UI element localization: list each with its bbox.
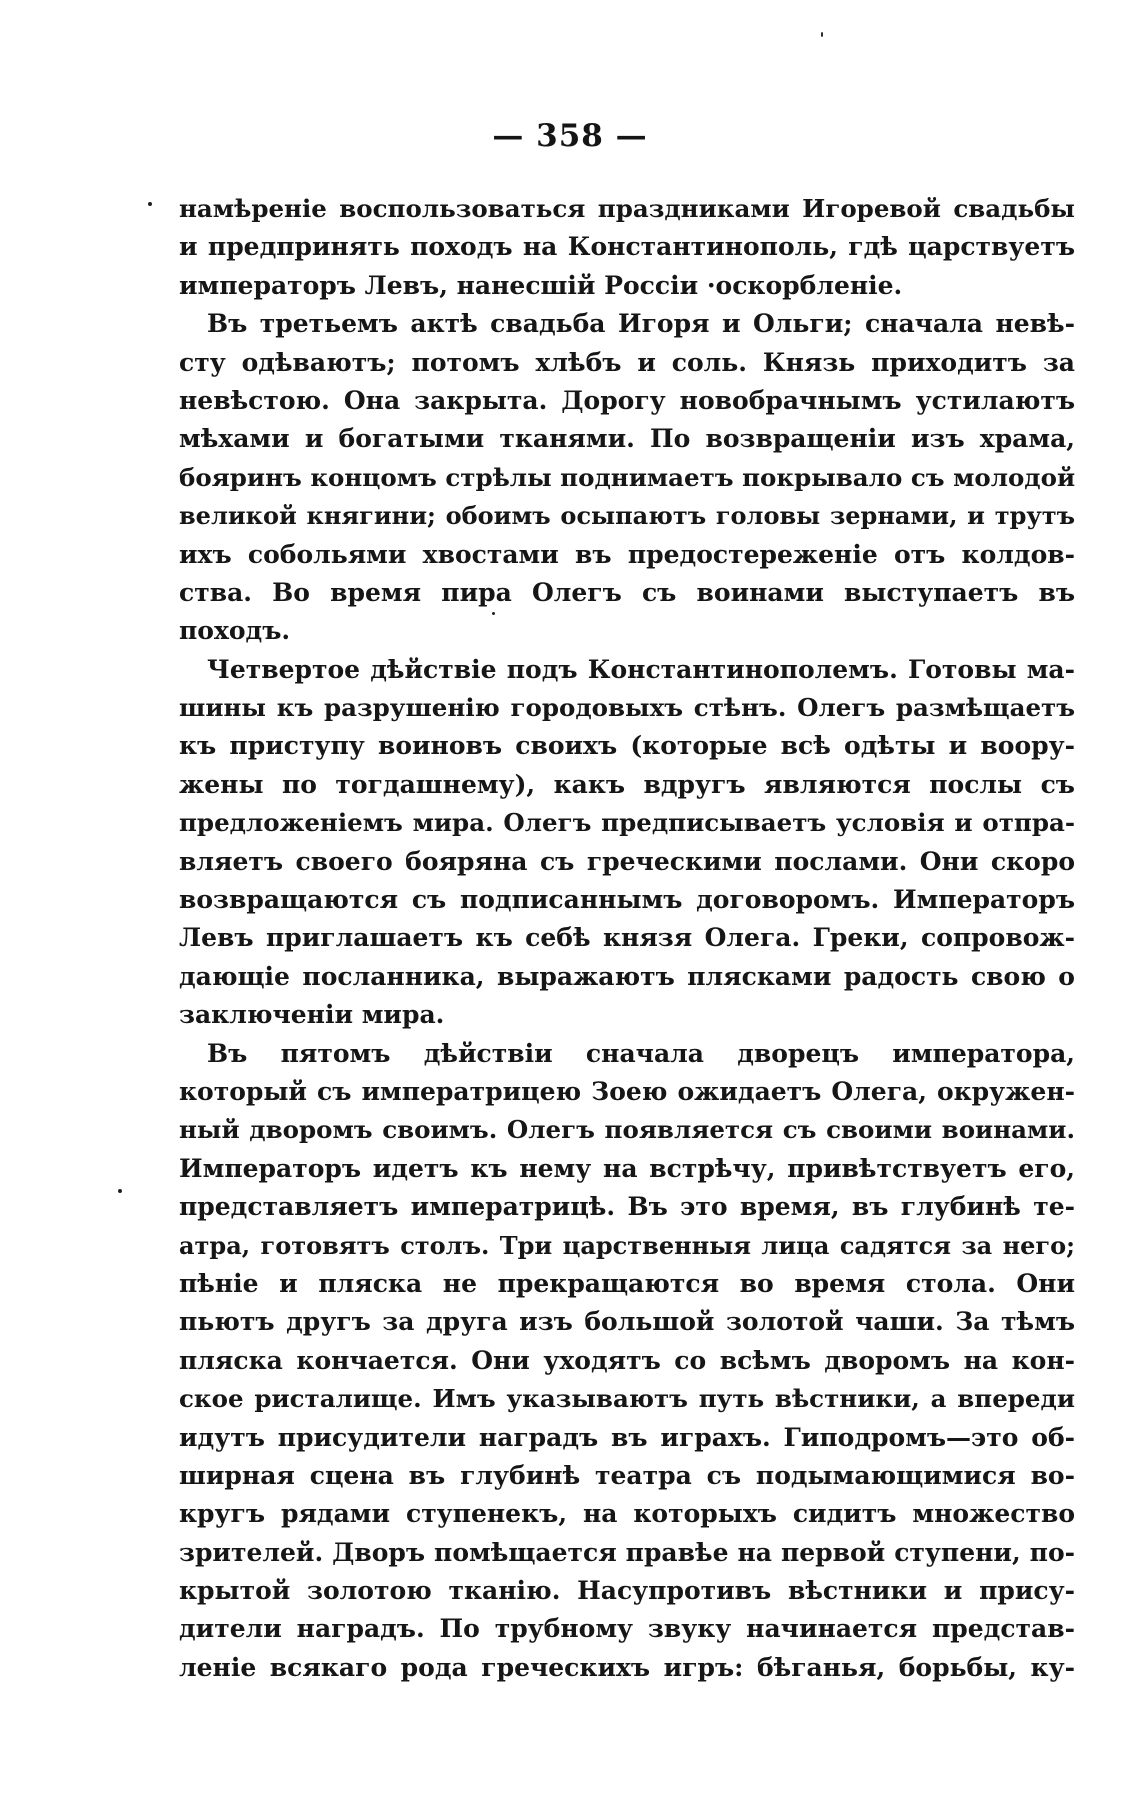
text-line: Въ третьемъ актѣ свадьба Игоря и Ольги; сначала невѣ- — [207, 309, 1075, 339]
paragraph-1 — [179, 190, 1075, 305]
text-line: вляетъ своего бояряна съ греческими послами. Они скоро — [179, 846, 1075, 876]
text-line: представляетъ императрицѣ. Въ это время, въ глубинѣ те- — [179, 1192, 1075, 1222]
text-line: кругъ рядами ступенекъ, на которыхъ сидитъ множество — [179, 1499, 1075, 1529]
text-line: походъ. — [179, 616, 291, 646]
text-line: Левъ приглашаетъ къ себѣ князя Олега. Греки, сопровож- — [179, 923, 1075, 953]
text-line: который съ императрицею Зоею ожидаетъ Олега, окружен- — [179, 1076, 1075, 1106]
text-line: шины къ разрушенію городовыхъ стѣнъ. Олегъ размѣщаетъ — [179, 693, 1075, 723]
text-line: великой княгини; обоимъ осыпаютъ головы зернами, и трутъ — [179, 501, 1075, 531]
text-line: императоръ Левъ, нанесшій Россіи ·оскорбленіе. — [179, 270, 903, 300]
text-line: пьютъ другъ за друга изъ большой золотой чаши. За тѣмъ — [179, 1307, 1075, 1337]
text-line: ный дворомъ своимъ. Олегъ появляется съ своими воинами. — [179, 1115, 1075, 1145]
text-line: ихъ собольями хвостами въ предостереженіе отъ колдов- — [179, 539, 1075, 569]
text-line: зрителей. Дворъ помѣщается правѣе на первой ступени, по- — [179, 1537, 1075, 1567]
print-speck — [821, 32, 823, 37]
text-line: леніе всякаго рода греческихъ игръ: бѣганья, борьбы, ку- — [179, 1652, 1075, 1682]
body-text — [179, 190, 1075, 1687]
text-line: крытой золотою тканію. Насупротивъ вѣстники и прису- — [179, 1576, 1075, 1606]
text-line: Императоръ идетъ къ нему на встрѣчу, привѣтствуетъ его, — [179, 1153, 1075, 1183]
paragraph-2 — [179, 305, 1075, 651]
text-line: невѣстою. Она закрыта. Дорогу новобрачнымъ устилаютъ — [179, 385, 1075, 415]
text-line: ширная сцена въ глубинѣ театра съ подымающимися во- — [179, 1460, 1075, 1490]
text-line: дающіе посланника, выражаютъ плясками радость свою о — [179, 961, 1075, 991]
print-speck — [118, 1189, 122, 1193]
text-line: бояринъ концомъ стрѣлы поднимаетъ покрывало съ молодой — [179, 462, 1075, 492]
text-line: къ приступу воиновъ своихъ (которые всѣ одѣты и воору- — [179, 731, 1075, 761]
text-line: идутъ присудители наградъ въ играхъ. Гиподромъ—это об- — [179, 1422, 1075, 1452]
text-line: сту одѣваютъ; потомъ хлѣбъ и соль. Князь приходитъ за — [179, 347, 1075, 377]
text-line: пляска кончается. Они уходятъ со всѣмъ дворомъ на кон- — [179, 1345, 1075, 1375]
text-line: пѣніе и пляска не прекращаются во время стола. Они — [179, 1268, 1075, 1298]
paragraph-4 — [179, 1035, 1075, 1688]
text-line: мѣхами и богатыми тканями. По возвращеніи изъ храма, — [179, 424, 1075, 454]
text-line: предложеніемъ мира. Олегъ предписываетъ условія и отпра- — [179, 808, 1075, 838]
text-line: заключеніи мира. — [179, 1000, 445, 1030]
text-line: возвращаются съ подписаннымъ договоромъ. Императоръ — [179, 885, 1075, 915]
text-line: ства. Во время пира Олегъ съ воинами выступаетъ въ — [179, 577, 1075, 607]
print-speck — [148, 202, 152, 206]
text-line: ское ристалище. Имъ указываютъ путь вѣстники, а впереди — [179, 1384, 1075, 1414]
text-line: жены по тогдашнему), какъ вдругъ являются послы съ — [179, 769, 1075, 799]
text-line: атра, готовятъ столъ. Три царственныя лица садятся за него; — [179, 1230, 1075, 1260]
text-line: и предпринять походъ на Константинополь, гдѣ царствуетъ — [179, 232, 1075, 262]
text-line: намѣреніе воспользоваться праздниками Игоревой свадьбы — [179, 194, 1075, 223]
page-number: — 358 — — [492, 118, 648, 154]
paragraph-3 — [179, 651, 1075, 1035]
text-line: дители наградъ. По трубному звуку начинается представ- — [179, 1614, 1075, 1644]
text-line: Въ пятомъ дѣйствіи сначала дворецъ императора, — [207, 1038, 1075, 1068]
text-line: Четвертое дѣйствіе подъ Константинополемъ. Готовы ма- — [207, 654, 1075, 684]
